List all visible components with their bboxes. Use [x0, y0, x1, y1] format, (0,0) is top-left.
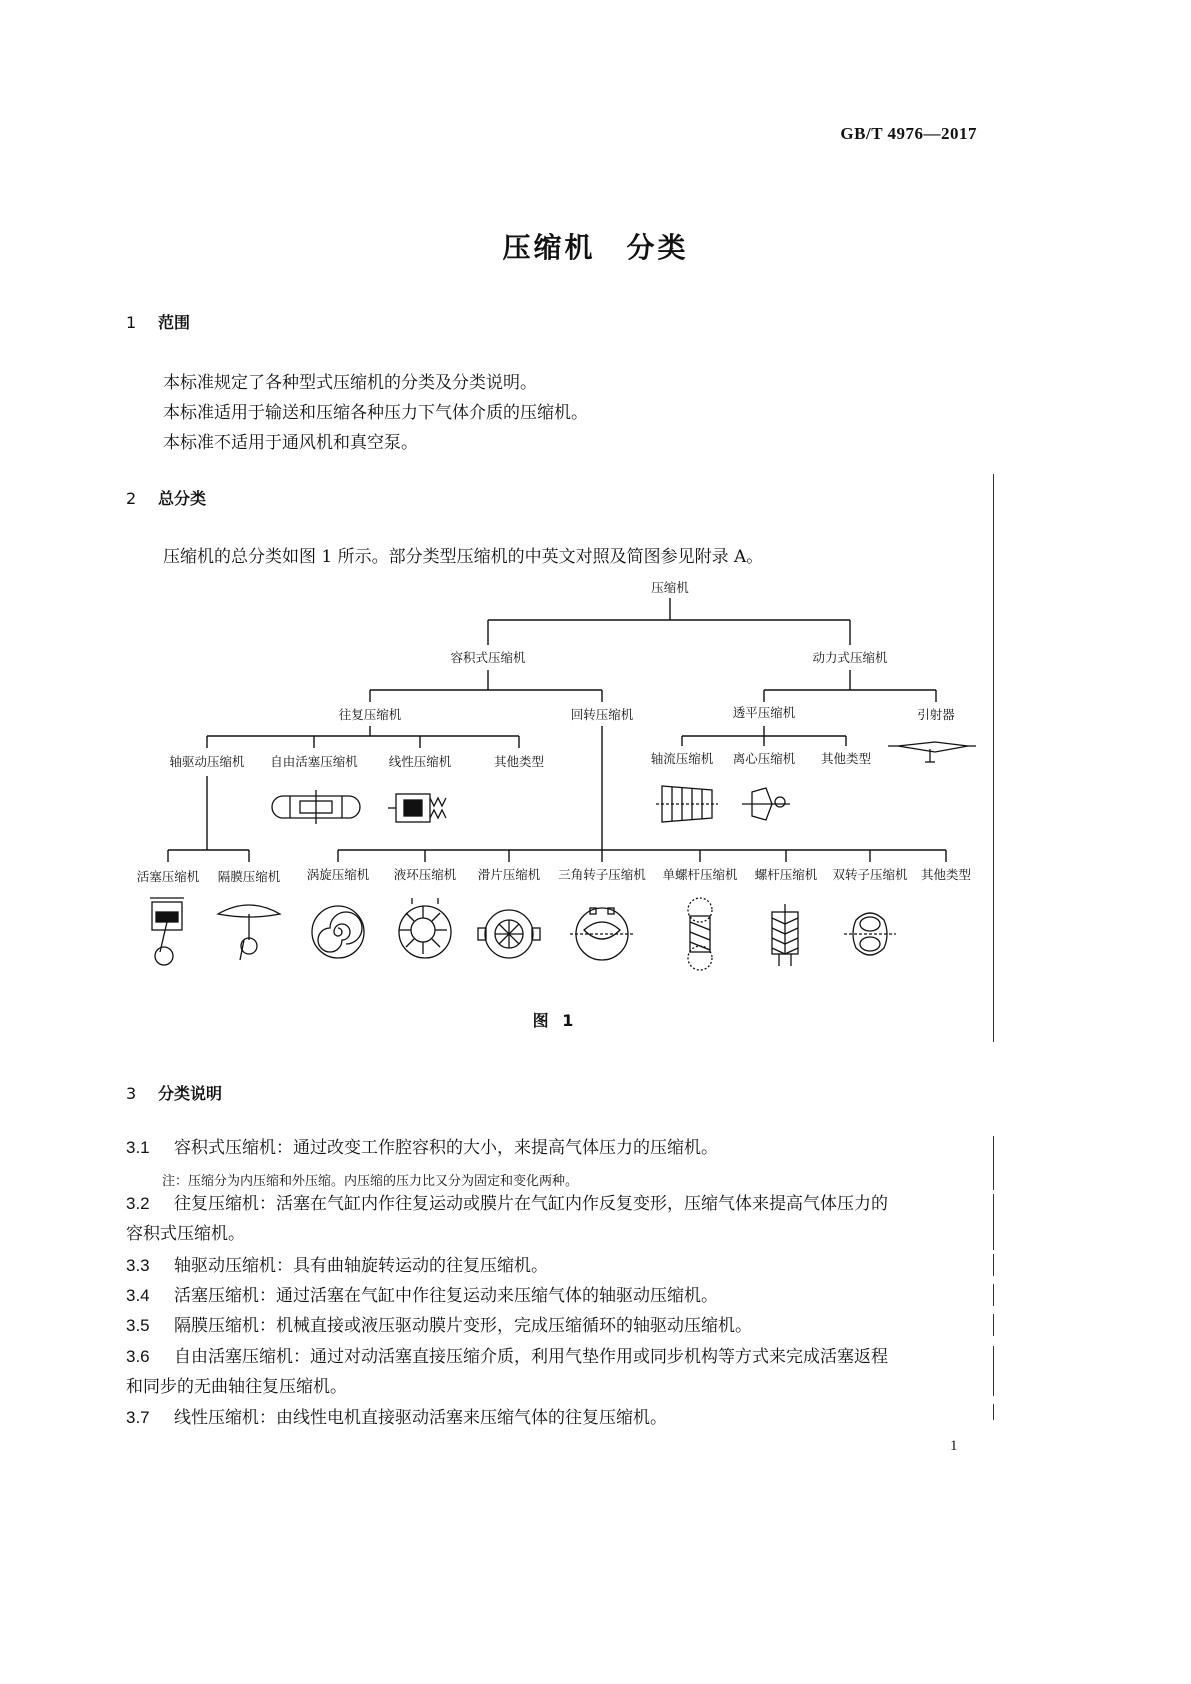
clause-number: 3.3: [126, 1256, 150, 1275]
node-rotary-other: 其他类型: [920, 867, 972, 882]
section-number: 3: [126, 1084, 137, 1103]
section-3-heading: [126, 1081, 222, 1104]
section-1-heading: [126, 310, 190, 333]
section-1-paragraph: 本标准不适用于通风机和真空泵。: [163, 433, 418, 453]
clause-3-3: [126, 1250, 548, 1282]
clause-3-6-continued: 和同步的无曲轴往复压缩机。: [126, 1377, 347, 1397]
clause-number: 3.7: [126, 1408, 150, 1427]
clause-3-2-continued: 容积式压缩机。: [126, 1224, 245, 1244]
section-title: 范围: [158, 313, 191, 332]
node-ejector: 引射器: [917, 707, 955, 722]
node-centrifugal: 离心压缩机: [732, 751, 796, 766]
page-number: 1: [950, 1438, 958, 1454]
node-rotary: 回转压缩机: [570, 707, 634, 722]
clause-3-7: [126, 1402, 667, 1434]
change-bar: [993, 1136, 994, 1190]
section-title: 总分类: [158, 489, 207, 508]
node-twin-rotor: 双转子压缩机: [832, 867, 908, 882]
change-bar: [993, 1254, 994, 1276]
clause-3-1: [126, 1132, 718, 1164]
node-turbo-other: 其他类型: [820, 751, 872, 766]
node-screw: 螺杆压缩机: [754, 867, 818, 882]
section-title: 分类说明: [158, 1084, 223, 1103]
node-single-screw: 单螺杆压缩机: [662, 867, 738, 882]
figure-caption: 图 1: [532, 1011, 578, 1030]
classification-tree-figure: [0, 570, 1191, 1000]
node-axial: 轴流压缩机: [650, 751, 714, 766]
clause-number: 3.4: [126, 1286, 150, 1305]
section-1-paragraph: 本标准适用于输送和压缩各种压力下气体介质的压缩机。: [163, 403, 588, 423]
node-sliding-vane: 滑片压缩机: [477, 867, 541, 882]
clause-text: 活塞压缩机：通过活塞在气缸中作往复运动来压缩气体的轴驱动压缩机。: [174, 1286, 718, 1306]
clause-text: 线性压缩机：由线性电机直接驱动活塞来压缩气体的往复压缩机。: [174, 1408, 667, 1428]
clause-text: 往复压缩机：活塞在气缸内作往复运动或膜片在气缸内作反复变形，压缩气体来提高气体压力的: [174, 1194, 888, 1214]
clause-number: 3.6: [126, 1347, 150, 1366]
clause-number: 3.1: [126, 1138, 150, 1157]
node-root: 压缩机: [651, 580, 689, 595]
clause-text: 容积式压缩机：通过改变工作腔容积的大小，来提高气体压力的压缩机。: [174, 1138, 718, 1158]
node-rotary-triangle: 三角转子压缩机: [558, 867, 646, 882]
node-dynamic: 动力式压缩机: [812, 650, 888, 665]
clause-number: 3.5: [126, 1316, 150, 1335]
standard-code: GB/T 4976—2017: [840, 124, 977, 143]
clause-3-4: [126, 1280, 718, 1312]
section-number: 2: [126, 489, 137, 508]
rotary-triangle-compressor-sketch-icon: [570, 908, 634, 960]
section-2-paragraph: 压缩机的总分类如图 1 所示。部分类型压缩机的中英文对照及简图参见附录 A。: [163, 547, 764, 567]
clause-3-6: [126, 1341, 888, 1373]
document-title: 压缩机 分类: [502, 231, 689, 264]
node-scroll: 涡旋压缩机: [306, 867, 370, 882]
twin-rotor-compressor-sketch-icon: [844, 913, 896, 955]
piston-compressor-sketch-icon: [150, 898, 184, 965]
tree-connectors: [168, 598, 946, 862]
clause-3-2: [126, 1188, 888, 1220]
clause-note: 注：压缩分为内压缩和外压缩。内压缩的压力比又分为固定和变化两种。: [162, 1174, 579, 1189]
node-piston: 活塞压缩机: [136, 869, 200, 884]
node-shaft-driven: 轴驱动压缩机: [169, 754, 245, 769]
free-piston-sketch-icon: [272, 790, 360, 824]
liquid-ring-compressor-sketch-icon: [399, 898, 451, 958]
clause-text: 自由活塞压缩机：通过对动活塞直接压缩介质，利用气垫作用或同步机构等方式来完成活塞返程: [174, 1347, 888, 1367]
section-number: 1: [126, 313, 137, 332]
clause-text: 隔膜压缩机：机械直接或液压驱动膜片变形，完成压缩循环的轴驱动压缩机。: [174, 1316, 752, 1336]
scroll-compressor-sketch-icon: [312, 906, 364, 958]
ejector-sketch-icon: [888, 742, 976, 762]
change-bar: [993, 1314, 994, 1336]
node-liquid-ring: 液环压缩机: [393, 867, 457, 882]
linear-compressor-sketch-icon: [388, 794, 446, 822]
node-diaphragm: 隔膜压缩机: [217, 869, 281, 884]
node-free-piston: 自由活塞压缩机: [270, 754, 358, 769]
clause-number: 3.2: [126, 1194, 150, 1213]
diaphragm-compressor-sketch-icon: [218, 905, 280, 960]
section-2-heading: [126, 486, 206, 509]
change-bar: [993, 1284, 994, 1306]
node-turbo: 透平压缩机: [732, 705, 796, 720]
node-reciprocating: 往复压缩机: [338, 707, 402, 722]
axial-compressor-sketch-icon: [656, 786, 718, 822]
node-linear: 线性压缩机: [388, 754, 452, 769]
screw-compressor-sketch-icon: [772, 904, 798, 966]
clause-3-5: [126, 1310, 752, 1342]
clause-text: 轴驱动压缩机：具有曲轴旋转运动的往复压缩机。: [174, 1256, 548, 1276]
change-bar: [993, 1346, 994, 1396]
centrifugal-compressor-sketch-icon: [742, 788, 790, 820]
change-bar: [993, 1404, 994, 1420]
change-bar: [993, 1194, 994, 1250]
sliding-vane-compressor-sketch-icon: [478, 910, 540, 958]
section-1-paragraph: 本标准规定了各种型式压缩机的分类及分类说明。: [163, 373, 537, 393]
node-positive-displacement: 容积式压缩机: [450, 650, 526, 665]
single-screw-compressor-sketch-icon: [688, 898, 712, 970]
node-reciprocating-other: 其他类型: [493, 754, 545, 769]
